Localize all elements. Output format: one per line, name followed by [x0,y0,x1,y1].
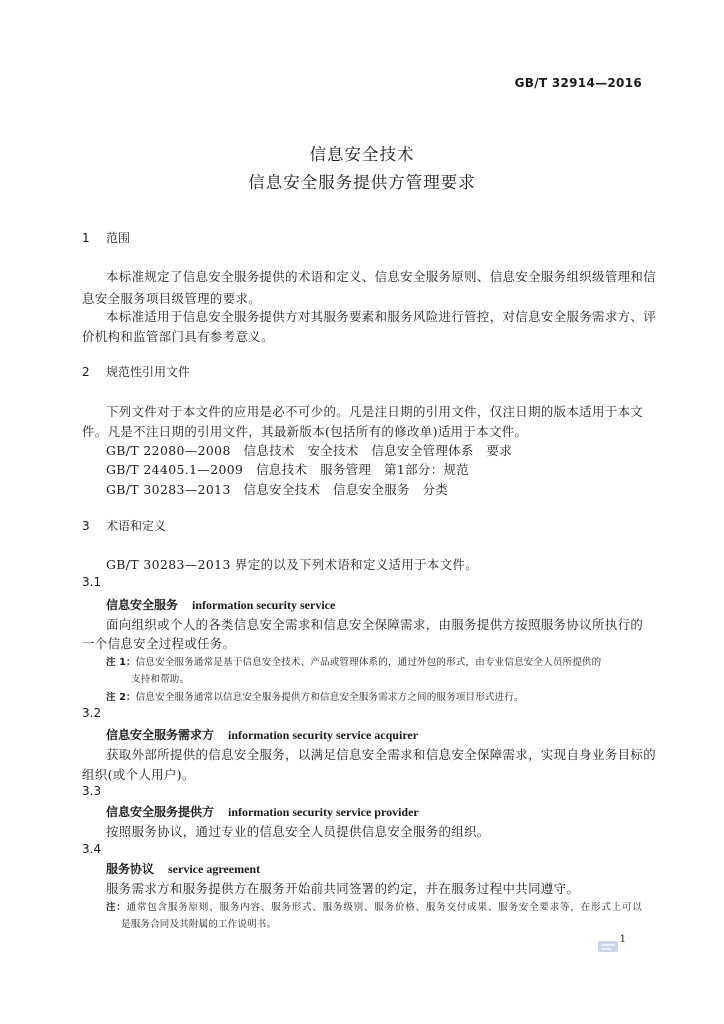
note-label: 注 1： [106,657,136,668]
section-title: 范围 [106,231,131,245]
term-entry [106,726,418,743]
clause-number: 3.1 [82,575,102,589]
title-line-2: 信息安全服务提供方管理要求 [248,173,476,192]
definition-line: 组织(或个人用户)。 [82,767,195,782]
section-2-heading [82,363,190,380]
definition-line: 面向组织或个人的各类信息安全需求和信息安全保障需求，由服务提供方按照服务协议所执行的 [106,617,644,632]
section-title: 术语和定义 [106,519,167,533]
note-text: 信息安全服务通常是基于信息安全技术、产品或管理体系的，通过外包的形式，由专业信息安全人员所提供的 [135,657,602,668]
stamp-stripe [601,948,611,950]
section-number: 3 [82,519,90,533]
term-english: information security service [192,598,336,612]
term-entry [106,803,419,820]
term-chinese: 服务协议 [106,862,155,876]
note-continuation: 支持和帮助。 [131,674,190,685]
clause-number: 3.2 [82,706,102,720]
reference-item: GB/T 22080—2008 信息技术 安全技术 信息安全管理体系 要求 [106,443,513,458]
term-english: information security service provider [228,805,419,819]
term-entry [106,596,335,613]
section-3-heading [82,517,166,534]
section-number: 1 [82,231,90,245]
paragraph-line: 本标准规定了信息安全服务提供的术语和定义、信息安全服务原则、信息安全服务组织级管理和信 [106,269,656,284]
section-intro: GB/T 30283—2013 界定的以及下列术语和定义适用于本文件。 [106,557,479,572]
section-1-heading [82,229,130,246]
section-title: 规范性引用文件 [106,365,191,379]
standard-code: GB/T 32914—2016 [514,76,642,90]
note-label: 注： [106,902,127,913]
definition-line: 服务需求方和服务提供方在服务开始前共同签署的约定，并在服务过程中共同遵守。 [106,881,580,896]
note [106,899,642,913]
paragraph-line: 下列文件对于本文件的应用是必不可少的。凡是注日期的引用文件，仅注日期的版本适用于本文 [106,404,644,419]
note [106,654,601,668]
definition-line: 按照服务协议，通过专业的信息安全人员提供信息安全服务的组织。 [106,824,490,839]
stamp-stripe [601,944,615,946]
publisher-stamp-icon [597,938,619,954]
note-text: 信息安全服务通常以信息安全服务提供方和信息安全服务需求方之间的服务项目形式进行。 [135,692,524,703]
clause-number: 3.3 [82,784,102,798]
paragraph-line: 件。凡是不注日期的引用文件，其最新版本(包括所有的修改单)适用于本文件。 [82,424,528,439]
paragraph-line: 息安全服务项目级管理的要求。 [82,291,262,306]
term-chinese: 信息安全服务 [106,598,179,612]
term-english: service agreement [168,862,261,876]
note [106,689,524,703]
section-number: 2 [82,365,90,379]
term-chinese: 信息安全服务提供方 [106,805,215,819]
definition-line: 一个信息安全过程或任务。 [82,636,236,651]
stamp-shape [598,941,618,952]
clause-number: 3.4 [82,842,102,856]
term-english: information security service acquirer [228,728,419,742]
page-number: 1 [619,934,626,945]
term-chinese: 信息安全服务需求方 [106,728,215,742]
paragraph-line: 本标准适用于信息安全服务提供方对其服务要素和服务风险进行管控，对信息安全服务需求方、评 [106,309,656,324]
definition-line: 获取外部所提供的信息安全服务，以满足信息安全需求和信息安全保障需求，实现自身业务目标的 [106,747,656,762]
note-label: 注 2： [106,692,136,703]
title-line-1: 信息安全技术 [309,145,415,164]
note-text: 通常包含服务原则、服务内容、服务形式、服务级别、服务价格、服务交付成果、服务安全要求等，在形式上可以 [126,902,642,913]
term-entry [106,860,260,877]
reference-item: GB/T 30283—2013 信息安全技术 信息安全服务 分类 [106,482,449,497]
reference-item: GB/T 24405.1—2009 信息技术 服务管理 第1部分：规范 [106,462,470,477]
paragraph-line: 价机构和监管部门具有参考意义。 [82,329,274,344]
note-continuation: 是服务合同及其附属的工作说明书。 [121,919,277,930]
